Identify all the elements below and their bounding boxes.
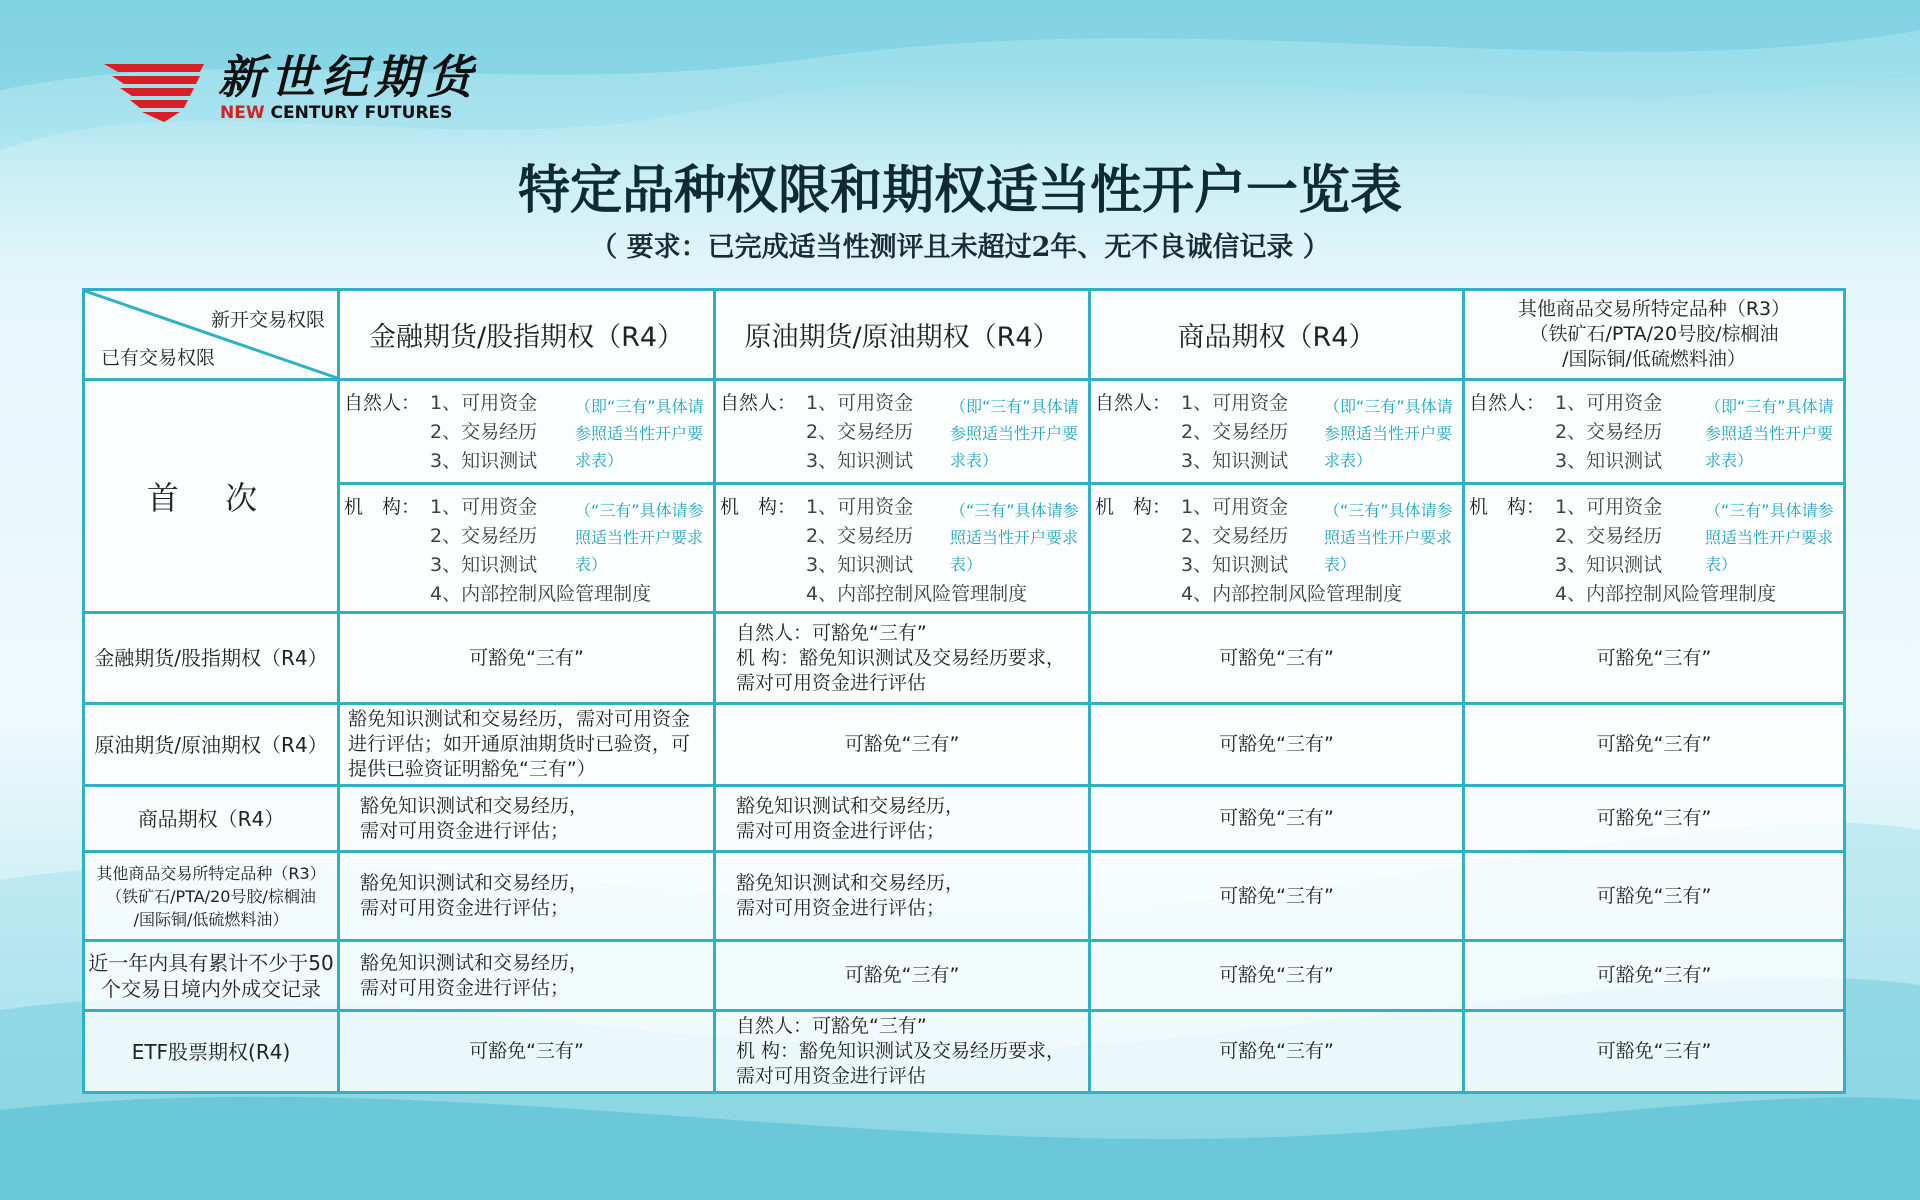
requirement-text: 2、交易经历 (806, 421, 914, 443)
table-cell-text (360, 871, 588, 921)
requirement-text: 3、知识测试 (806, 554, 914, 576)
table-cell (713, 784, 1091, 853)
requirement-text: 3、知识测试 (430, 554, 538, 576)
requirement-text: 2、交易经历 (430, 525, 538, 547)
requirement-note: （“三有”具体请参照适当性开户要求表） (575, 501, 704, 574)
requirement-person (1462, 378, 1846, 485)
table-corner-header (82, 288, 340, 381)
row-label-text (132, 1039, 291, 1065)
requirement-text: 1、可用资金 (1555, 496, 1663, 518)
row-label (82, 611, 340, 705)
table-cell (337, 784, 716, 853)
table-cell: 可豁免“三有” (1088, 784, 1465, 853)
column-header: 商品期权（R4） (1088, 288, 1465, 381)
table-cell (713, 850, 1091, 942)
table-cell-line: 自然人：可豁免“三有” (736, 1015, 927, 1037)
table-cell: 可豁免“三有” (1088, 850, 1465, 942)
table-cell: 可豁免“三有” (1462, 1009, 1846, 1094)
table-cell-line: 需对可用资金进行评估； (360, 976, 570, 999)
table-cell: 可豁免“三有” (1088, 611, 1465, 705)
table-cell: 可豁免“三有” (1462, 611, 1846, 705)
entity-key: 自然人： (1095, 392, 1172, 414)
row-label (82, 784, 340, 853)
column-header-line: /国际铜/低硫燃料油） (1562, 348, 1746, 370)
table-cell-line: 需对可用资金进行评估； (360, 819, 570, 842)
requirement-org-item (1095, 580, 1458, 609)
requirement-text: 2、交易经历 (430, 421, 538, 443)
table-cell-line: 豁免知识测试和交易经历， (360, 951, 589, 974)
requirement-org-item (720, 580, 1084, 609)
requirement-org (1462, 482, 1846, 614)
logo-en-rest: CENTURY FUTURES (270, 103, 453, 123)
table-cell: 可豁免“三有” (713, 702, 1091, 787)
table-cell (713, 611, 1091, 705)
table-cell-text (348, 707, 707, 782)
row-label (82, 1009, 340, 1094)
table-cell-text (360, 794, 588, 844)
table-cell-text (736, 1014, 1065, 1089)
requirement-org (713, 482, 1091, 614)
table-cell-line: 豁免知识测试和交易经历， (360, 794, 589, 817)
logo-chinese-name: 新世纪期货 (218, 50, 478, 104)
table-cell: 可豁免“三有” (713, 939, 1091, 1012)
table-cell-line: 需对可用资金进行评估 (736, 671, 927, 694)
page-title: 特定品种权限和期权适当性开户一览表 (517, 160, 1402, 221)
row-label-line: 金融期货/股指期权（R4） (94, 646, 328, 670)
requirement-person (337, 378, 716, 485)
column-header-text (1518, 297, 1790, 372)
table-cell (713, 1009, 1091, 1094)
entity-key: 机 构： (344, 496, 421, 518)
requirement-text: 1、可用资金 (806, 496, 914, 518)
requirement-text: 2、交易经历 (1555, 525, 1663, 547)
table-cell (337, 702, 716, 787)
requirement-text: 3、知识测试 (1555, 450, 1663, 472)
logo-en-prefix: NEW (220, 103, 265, 123)
table-cell: 可豁免“三有” (1088, 939, 1465, 1012)
row-label-line: 商品期权（R4） (137, 806, 285, 831)
requirement-text: 3、知识测试 (1181, 450, 1289, 472)
requirement-note: （即“三有”具体请参照适当性开户要求表） (950, 397, 1079, 470)
table-cell: 可豁免“三有” (337, 1009, 716, 1094)
company-logo (104, 52, 484, 126)
logo-wing-icon (104, 58, 208, 122)
requirement-text: 4、内部控制风险管理制度 (1555, 583, 1777, 605)
requirement-text: 1、可用资金 (430, 392, 538, 414)
requirement-note: （即“三有”具体请参照适当性开户要求表） (1324, 397, 1453, 470)
column-header-line: 其他商品交易所特定品种（R3） (1517, 298, 1791, 320)
permission-table (82, 288, 1846, 1094)
requirement-text: 1、可用资金 (1181, 392, 1289, 414)
table-cell-text (736, 621, 1065, 696)
entity-key: 自然人： (344, 392, 421, 414)
table-cell-text (736, 871, 964, 921)
row-label (82, 702, 340, 787)
requirement-text: 4、内部控制风险管理制度 (806, 583, 1028, 605)
requirement-text: 1、可用资金 (430, 496, 538, 518)
requirement-note: （“三有”具体请参照适当性开户要求表） (950, 501, 1079, 574)
row-label-line: ETF股票期权(R4) (131, 1039, 291, 1064)
requirement-text: 2、交易经历 (1181, 421, 1289, 443)
table-cell: 可豁免“三有” (1088, 702, 1465, 787)
entity-key: 机 构： (1095, 496, 1172, 518)
requirement-text: 3、知识测试 (430, 450, 538, 472)
table-cell-line: 机 构：豁免知识测试及交易经历要求， (736, 1040, 1066, 1062)
row-label-line: （铁矿石/PTA/20号胶/棕榈油 (106, 886, 316, 906)
requirement-text: 1、可用资金 (1181, 496, 1289, 518)
row-label-line: 近一年内具有累计不少于50 (88, 950, 334, 975)
table-cell-line: 自然人：可豁免“三有” (736, 621, 927, 644)
table-cell: 可豁免“三有” (1462, 702, 1846, 787)
requirement-text: 2、交易经历 (1181, 525, 1289, 547)
row-label-text (96, 862, 325, 931)
table-cell-line: 豁免知识测试和交易经历， (736, 794, 965, 817)
page-subtitle: （ 要求：已完成适当性测评且未超过2年、无不良诚信记录 ） (590, 232, 1330, 263)
entity-key: 自然人： (720, 392, 797, 414)
requirement-note: （“三有”具体请参照适当性开户要求表） (1705, 501, 1834, 574)
corner-new-permission: 新开交易权限 (210, 309, 325, 331)
requirement-text: 3、知识测试 (1181, 554, 1289, 576)
requirement-note: （即“三有”具体请参照适当性开户要求表） (1705, 397, 1834, 470)
corner-existing-permission: 已有交易权限 (101, 347, 216, 369)
requirement-text: 1、可用资金 (806, 392, 914, 414)
table-cell (337, 850, 716, 942)
requirement-org (337, 482, 716, 614)
requirement-text: 4、内部控制风险管理制度 (430, 583, 652, 605)
row-label-line: 其他商品交易所特定品种（R3） (96, 863, 326, 883)
requirement-text: 2、交易经历 (806, 525, 914, 547)
row-label-line: /国际铜/低硫燃料油） (133, 909, 289, 929)
table-cell-line: 豁免知识测试和交易经历，需对可用资金进行评估；如开通原油期货时已验资，可提供已验资证明豁免“三有”） (348, 708, 691, 780)
requirement-person (1088, 378, 1465, 485)
table-cell: 可豁免“三有” (1462, 850, 1846, 942)
requirement-text: 3、知识测试 (1555, 554, 1663, 576)
table-cell-text (360, 951, 588, 1001)
entity-key: 自然人： (1469, 392, 1546, 414)
table-cell-line: 需对可用资金进行评估； (360, 897, 570, 919)
table-cell: 可豁免“三有” (1088, 1009, 1465, 1094)
row-label-text (94, 645, 327, 671)
table-cell-line: 需对可用资金进行评估 (736, 1065, 927, 1087)
table-cell-line: 需对可用资金进行评估； (736, 819, 946, 842)
row-label-text (88, 950, 333, 1002)
requirement-org-item (344, 580, 709, 609)
table-cell: 可豁免“三有” (337, 611, 716, 705)
column-header-line: （铁矿石/PTA/20号胶/棕榈油 (1529, 323, 1779, 345)
row-label-text (94, 732, 327, 758)
table-cell: 可豁免“三有” (1462, 939, 1846, 1012)
entity-key: 机 构： (1469, 496, 1546, 518)
table-cell-line: 机 构：豁免知识测试及交易经历要求， (736, 646, 1066, 669)
table-cell (337, 939, 716, 1012)
row-label (82, 850, 340, 942)
row-label-text (138, 806, 285, 832)
column-header (1462, 288, 1846, 381)
requirement-text: 1、可用资金 (1555, 392, 1663, 414)
entity-key: 机 构： (720, 496, 797, 518)
logo-english-name (220, 102, 452, 124)
requirement-text: 2、交易经历 (1555, 421, 1663, 443)
table-cell-text (736, 794, 964, 844)
requirement-text: 3、知识测试 (806, 450, 914, 472)
requirement-org-item (1469, 580, 1839, 609)
requirement-org (1088, 482, 1465, 614)
table-cell-line: 豁免知识测试和交易经历， (360, 872, 589, 894)
requirement-note: （即“三有”具体请参照适当性开户要求表） (575, 397, 704, 470)
table-cell-line: 豁免知识测试和交易经历， (736, 872, 965, 894)
table-cell-line: 需对可用资金进行评估； (736, 897, 946, 919)
requirement-text: 4、内部控制风险管理制度 (1181, 583, 1403, 605)
row-label (82, 939, 340, 1012)
row-label-line: 原油期货/原油期权（R4） (94, 732, 328, 757)
requirement-note: （“三有”具体请参照适当性开户要求表） (1324, 501, 1453, 574)
requirement-person (713, 378, 1091, 485)
row-label-line: 个交易日境内外成交记录 (100, 976, 321, 1001)
column-header: 原油期货/原油期权（R4） (713, 288, 1091, 381)
row-label-first: 首 次 (82, 378, 340, 614)
column-header: 金融期货/股指期权（R4） (337, 288, 716, 381)
table-cell: 可豁免“三有” (1462, 784, 1846, 853)
